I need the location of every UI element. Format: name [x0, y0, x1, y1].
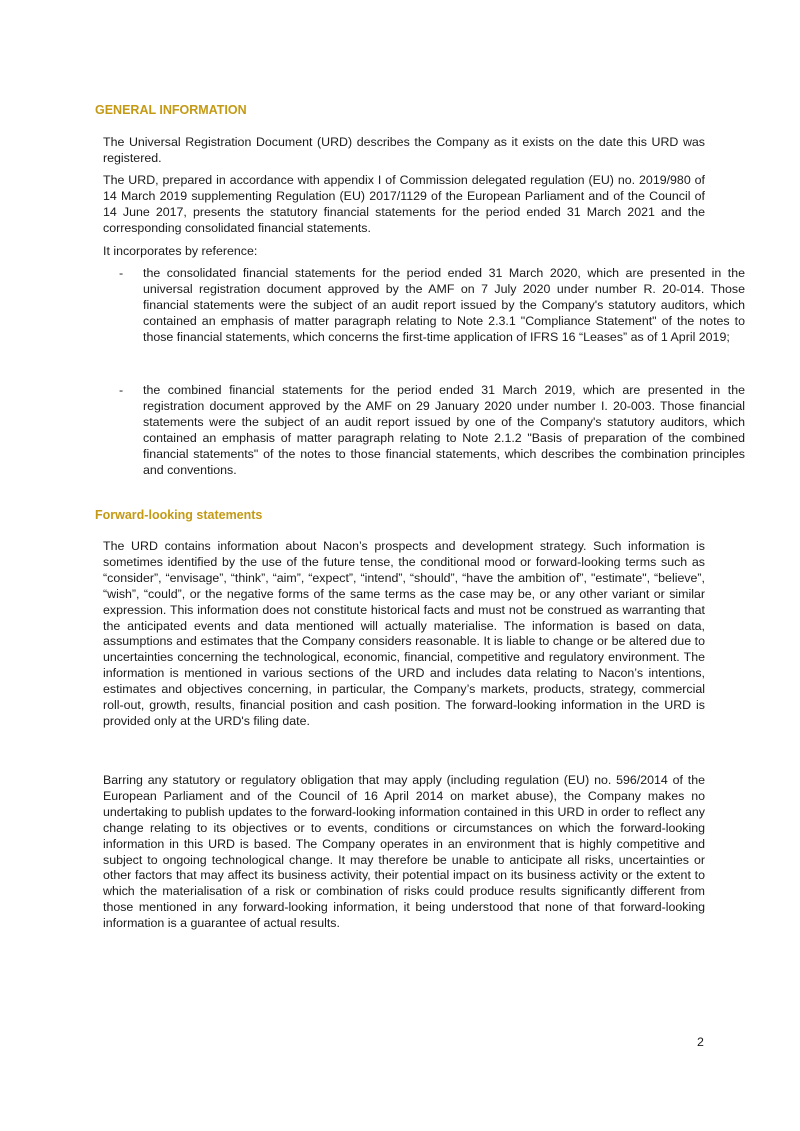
bullet-dash: -	[119, 383, 124, 397]
paragraph-text: The URD contains information about Nacon’s prospects and development strategy. Such information is sometimes identified by the use of the future tense, the conditional mood or forward-looking terms such as “consider”, “envisage”, “think”, “aim”, “expect”, “intend”, “should”, “have the ambition of”, "estimate", “believe”, “wish”, “could”, or the negative forms of the same terms as the case may be, or any other variant or similar expression. This information does not constitute historical facts and must not be construed as warranting that the anticipated events and data mentioned will actually materialise. The information is based on data, assumptions and estimates that the Company considers reasonable. It is liable to change or be altered due to uncertainties concerning the technological, economic, financial, competitive and regulatory environment. The information is mentioned in various sections of the URD and includes data relating to Nacon’s intentions, estimates and objectives concerning, in particular, the Company’s markets, products, strategy, commercial roll-out, growth, results, financial position and cash position. The forward-looking information in the URD is provided only at the URD's filing date.	[103, 539, 705, 728]
paragraph-incorporates-by-reference	[103, 244, 705, 260]
section-heading-general-information: GENERAL INFORMATION	[95, 103, 247, 117]
page-number: 2	[697, 1035, 704, 1049]
paragraph-text: The Universal Registration Document (URD) describes the Company as it exists on the date this URD was registered.	[103, 135, 705, 165]
list-item	[103, 266, 745, 346]
paragraph-urd-preparation	[103, 173, 705, 237]
paragraph-text: Barring any statutory or regulatory obligation that may apply (including regulation (EU) no. 596/2014 of the European Parliament and of the Council of 16 April 2014 on market abuse), the Company makes no undertaking to publish updates to the forward-looking information contained in this URD in order to reflect any change relating to its objectives or to events, conditions or circumstances on which the forward-looking information in this URD is based. The Company operates in an environment that is highly competitive and subject to ongoing technological change. It may therefore be unable to anticipate all risks, uncertainties or other factors that may affect its business activity, their potential impact on its business activity or the extent to which the materialisation of a risk or combination of risks could produce results significantly different from those mentioned in any forward-looking information, it being understood that none of that forward-looking information is a guarantee of actual results.	[103, 773, 705, 931]
paragraph-text: It incorporates by reference:	[103, 244, 258, 258]
paragraph-forward-looking-info	[103, 539, 705, 730]
paragraph-urd-description	[103, 135, 705, 167]
list-item	[103, 383, 745, 478]
list-item-text: the consolidated financial statements for the period ended 31 March 2020, which are presented in the universal registration document approved by the AMF on 7 July 2020 under number R. 20-014. Those financial statements were the subject of an audit report issued by the Company's statutory auditors, which contained an emphasis of matter paragraph relating to Note 2.3.1 "Compliance Statement" of the notes to those financial statements, which concerns the first-time application of IFRS 16 “Leases” as of 1 April 2019;	[143, 266, 745, 344]
paragraph-text: The URD, prepared in accordance with appendix I of Commission delegated regulation (EU) no. 2019/980 of 14 March 2019 supplementing Regulation (EU) 2017/1129 of the European Parliament and of the Council of 14 June 2017, presents the statutory financial statements for the period ended 31 March 2021 and the corresponding consolidated financial statements.	[103, 173, 705, 235]
list-item-text: the combined financial statements for the period ended 31 March 2019, which are presented in the registration document approved by the AMF on 29 January 2020 under number I. 20-003. Those financial statements were the subject of an audit report issued by one of the Company's statutory auditors, which contained an emphasis of matter paragraph relating to Note 2.1.2 "Basis of preparation of the combined financial statements" of the notes to those financial statements, which describes the combination principles and conventions.	[143, 383, 745, 477]
bullet-dash: -	[119, 266, 124, 280]
section-heading-forward-looking: Forward-looking statements	[95, 508, 263, 522]
paragraph-no-undertaking	[103, 773, 705, 932]
